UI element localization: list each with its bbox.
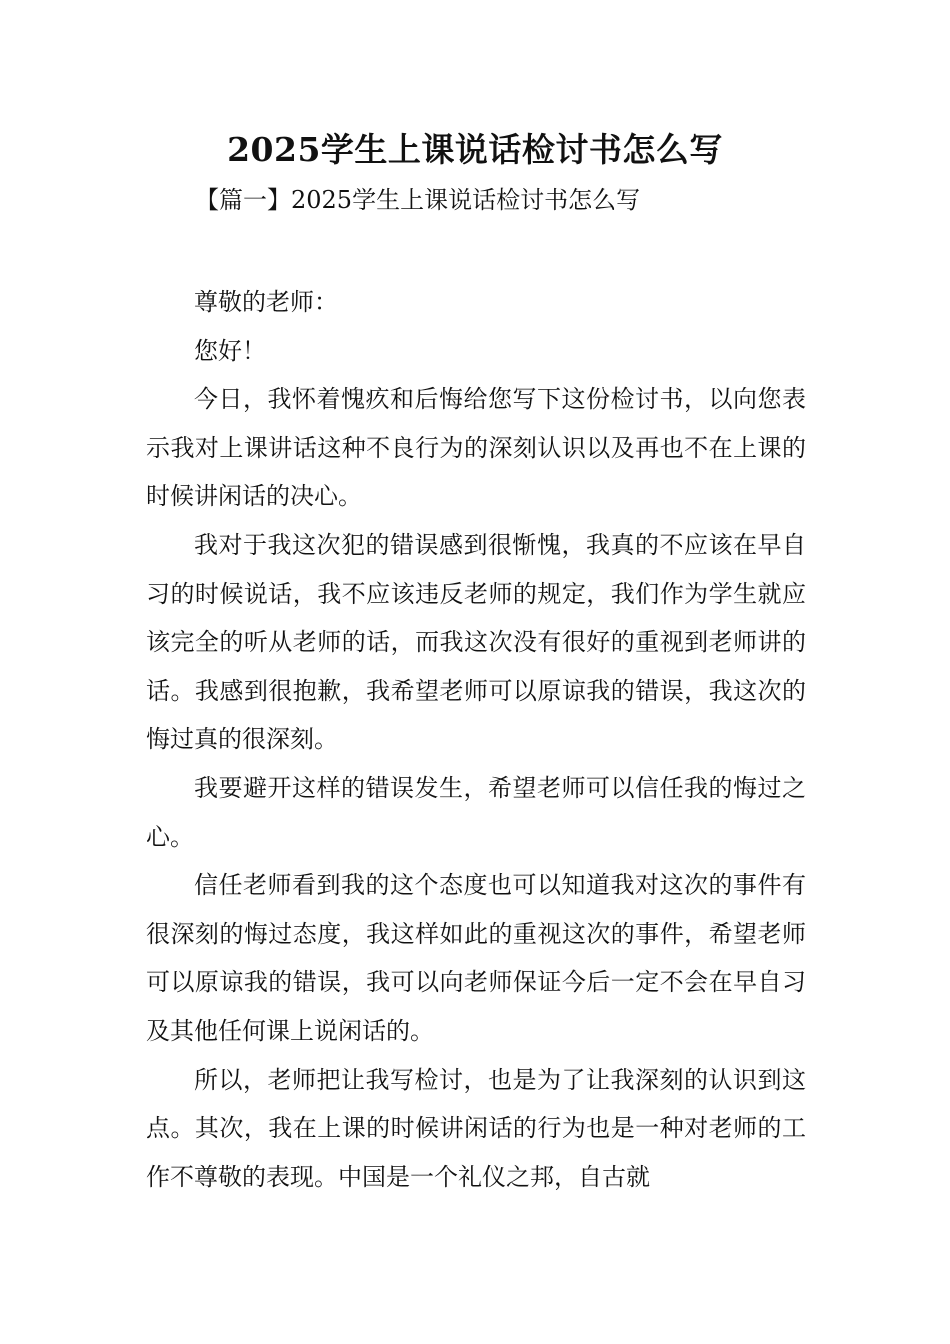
- greeting: 您好！: [194, 336, 266, 365]
- body-paragraph: 信任老师看到我的这个态度也可以知道我对这次的事件有很深刻的悔过态度，我这样如此的重视这次的事件，希望老师可以原谅我的错误，我可以向老师保证今后一定不会在早自习及其他任何课上说闲话的。: [146, 871, 806, 1045]
- document-body: [146, 278, 806, 1201]
- section-heading: 【篇一】2025学生上课说话检讨书怎么写: [195, 186, 641, 214]
- salutation: 尊敬的老师：: [194, 288, 338, 316]
- body-paragraph: 今日，我怀着愧疚和后悔给您写下这份检讨书，以向您表示我对上课讲话这种不良行为的深刻认识以及再也不在上课的时候讲闲话的决心。: [146, 385, 806, 511]
- body-paragraph: 所以，老师把让我写检讨，也是为了让我深刻的认识到这点。其次，我在上课的时候讲闲话的行为也是一种对老师的工作不尊敬的表现。中国是一个礼仪之邦，自古就: [146, 1065, 806, 1191]
- body-paragraph: 我要避开这样的错误发生，希望老师可以信任我的悔过之心。: [146, 773, 806, 851]
- document-title: 2025学生上课说话检讨书怎么写: [227, 130, 723, 169]
- body-paragraph: 我对于我这次犯的错误感到很惭愧，我真的不应该在早自习的时候说话，我不应该违反老师的规定，我们作为学生就应该完全的听从老师的话，而我这次没有很好的重视到老师讲的话。我感到很抱歉，我希望老师可以原谅我的错误，我这次的悔过真的很深刻。: [146, 530, 806, 754]
